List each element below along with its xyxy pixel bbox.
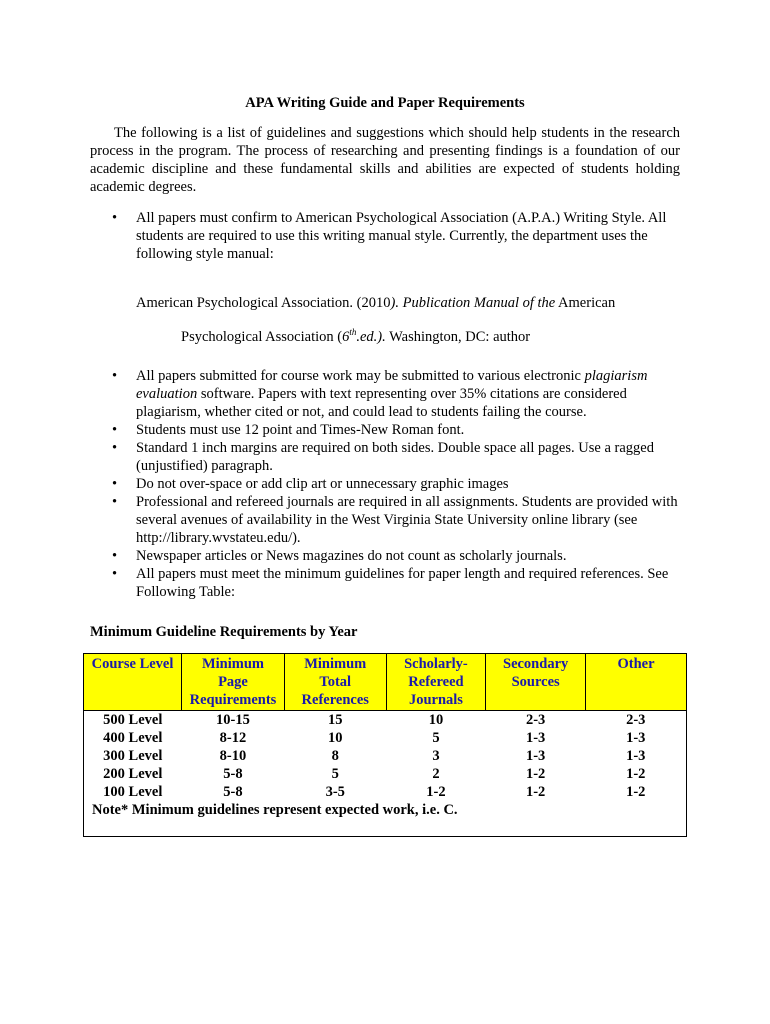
- table-row: [84, 765, 686, 783]
- table-cell: 8-10: [219, 748, 247, 764]
- table-header-row: [84, 654, 686, 711]
- intro-paragraph: The following is a list of guidelines and suggestions which should help students in the research process in the program. The process of researching and presenting findings is a foundation of our academic discipline and these fundamental skills and abilities are expected of students holding academic degrees.: [90, 125, 680, 195]
- table-cell: 200 Level: [103, 766, 163, 782]
- bullet-font: • Students must use 12 point and Times-New Roman font.: [112, 422, 465, 438]
- bullet-icon: •: [112, 422, 118, 438]
- table-cell: 1-3: [626, 730, 646, 746]
- bullet-margins: • Standard 1 inch margins are required on both sides. Double space all pages. Use a ragged (unjustified) paragraph.: [112, 440, 654, 474]
- table-cell: 500 Level: [103, 712, 163, 728]
- table-cell: 3-5: [325, 784, 345, 800]
- table-note-row: [84, 801, 686, 819]
- table-header-cell: Minimum Total References: [284, 654, 386, 711]
- table-cell: 1-3: [626, 748, 646, 764]
- bullet-plagiarism: • All papers submitted for course work may be submitted to various electronic plagiarism evaluation software. Papers with text representing over 35% citations are considered plagiarism, whether cited or not, and could lead to students failing the course.: [112, 368, 648, 420]
- bullet-journals: • Professional and refereed journals are required in all assignments. Students are provided with several avenues of availability in the West Virginia State University online library (see http://library.wvstateu.edu/).: [112, 494, 678, 546]
- table-cell: 1-2: [626, 784, 646, 800]
- document-title: APA Writing Guide and Paper Requirements: [245, 95, 525, 111]
- requirements-table: [83, 653, 687, 837]
- bullet-icon: •: [112, 494, 118, 510]
- bullet-icon: •: [112, 440, 118, 456]
- bullet-icon: •: [112, 476, 118, 492]
- table-note: Note* Minimum guidelines represent expected work, i.e. C.: [92, 802, 458, 818]
- table-cell: 8-12: [219, 730, 247, 746]
- table-cell: 2: [432, 766, 440, 782]
- table-cell: 2-3: [626, 712, 646, 728]
- table-header-cell: Course Level: [84, 654, 182, 711]
- table-cell: 1-3: [525, 748, 546, 764]
- table-cell: 5-8: [223, 784, 243, 800]
- table-cell: 5-8: [223, 766, 243, 782]
- table-header-cell: Scholarly- Refereed Journals: [386, 654, 486, 711]
- bullet-icon: •: [112, 566, 118, 582]
- bullet-spacing: • Do not over-space or add clip art or unnecessary graphic images: [112, 476, 509, 492]
- table-cell: 300 Level: [103, 748, 163, 764]
- bullet-apa-style: [90, 209, 680, 263]
- table-cell: 2-3: [525, 712, 546, 728]
- table-row: [84, 747, 686, 765]
- bullet-icon: •: [112, 548, 118, 564]
- table-cell: 1-3: [525, 730, 546, 746]
- table-header-cell: Minimum Page Requirements: [182, 654, 285, 711]
- bullet-list-primary: [90, 209, 680, 263]
- table-cell: 8: [331, 748, 339, 764]
- bullet-minimum-guidelines: • All papers must meet the minimum guidelines for paper length and required references. See Following Table:: [112, 566, 669, 600]
- table-header-cell: Secondary Sources: [486, 654, 586, 711]
- table-cell: 1-2: [525, 766, 546, 782]
- table-cell: 5: [432, 730, 440, 746]
- table-cell: 100 Level: [103, 784, 163, 800]
- table-cell: 10: [428, 712, 444, 728]
- bullet-icon: •: [112, 210, 118, 226]
- table-cell: 5: [331, 766, 339, 782]
- bullet-newspapers: • Newspaper articles or News magazines do not count as scholarly journals.: [112, 548, 567, 564]
- citation-line-2: Psychological Association (6th.ed.). Washington, DC: author: [181, 327, 531, 345]
- table-row: [84, 729, 686, 747]
- table-title: Minimum Guideline Requirements by Year: [90, 624, 358, 640]
- citation-line-1: American Psychological Association. (2010). Publication Manual of the American: [136, 295, 616, 311]
- table-header-cell: Other: [585, 654, 686, 711]
- table-row: [84, 711, 686, 730]
- table-row: [84, 783, 686, 801]
- table-cell: 15: [327, 712, 343, 728]
- table-cell: 1-2: [525, 784, 546, 800]
- bullet-list-secondary: [90, 367, 680, 601]
- table-cell: 10: [327, 730, 343, 746]
- table-cell: 3: [432, 748, 440, 764]
- bullet-text: All papers must confirm to American Psychological Association (A.P.A.) Writing Style. All students are required to use this writing manual style. Currently, the department uses the following style manual:: [136, 210, 667, 262]
- bullet-icon: •: [112, 368, 118, 384]
- table-cell: 10-15: [216, 712, 250, 728]
- table-cell: 1-2: [426, 784, 446, 800]
- table-cell: 1-2: [626, 766, 646, 782]
- table-cell: 400 Level: [103, 730, 163, 746]
- table-body: [84, 711, 686, 802]
